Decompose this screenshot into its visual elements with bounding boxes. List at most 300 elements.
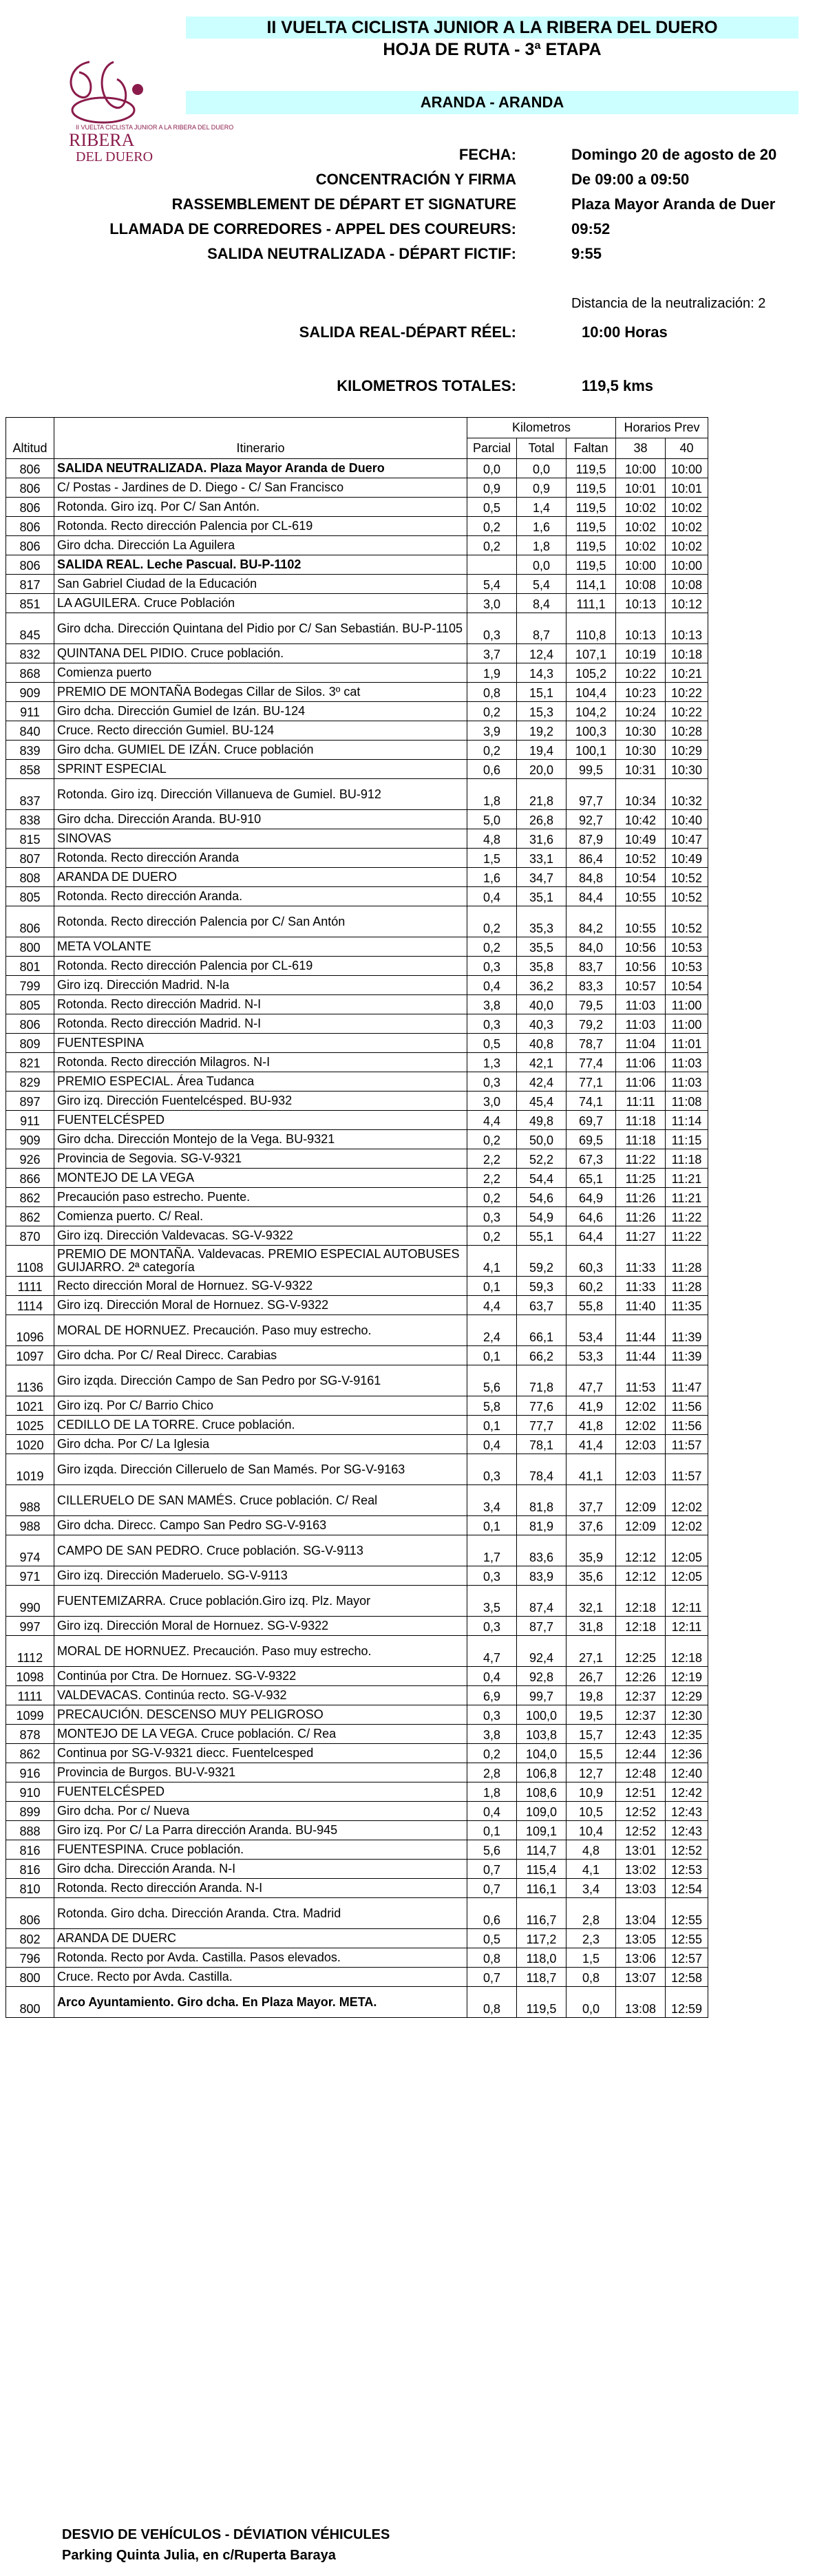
h38-cell: 10:22	[616, 663, 666, 683]
altitud-cell: 909	[6, 1130, 54, 1149]
itinerario-cell: Giro izqda. Dirección Cilleruelo de San Mamés. Por SG-V-9163	[54, 1454, 467, 1485]
itinerario-cell: Rotonda. Recto dirección Aranda.	[54, 887, 467, 906]
parcial-cell: 0,2	[467, 741, 517, 760]
table-row	[6, 1782, 708, 1802]
h38-cell: 12:52	[616, 1821, 666, 1840]
itinerario-cell: Rotonda. Recto dirección Madrid. N-I	[54, 1014, 467, 1034]
faltan-cell: 79,5	[566, 995, 616, 1014]
altitud-cell: 1020	[6, 1435, 54, 1454]
faltan-cell: 107,1	[566, 644, 616, 663]
altitud-cell: 1112	[6, 1636, 54, 1667]
total-cell: 119,5	[517, 1987, 566, 2018]
total-cell: 36,2	[517, 976, 566, 995]
h38-cell: 12:26	[616, 1667, 666, 1686]
table-row	[6, 1686, 708, 1705]
h40-cell: 12:42	[666, 1782, 708, 1802]
itinerario-cell: SPRINT ESPECIAL	[54, 760, 467, 779]
total-cell: 81,8	[517, 1485, 566, 1516]
itinerario-cell: Giro izq. Dirección Maderuelo. SG-V-9113	[54, 1566, 467, 1586]
total-cell: 118,0	[517, 1948, 566, 1968]
table-row	[6, 868, 708, 887]
table-row	[6, 1014, 708, 1034]
h40-cell: 12:53	[666, 1860, 708, 1879]
h40-cell: 11:14	[666, 1111, 708, 1130]
parcial-cell: 0,8	[467, 683, 517, 702]
itinerario-cell: SALIDA REAL. Leche Pascual. BU-P-1102	[54, 555, 467, 575]
h38-cell: 13:07	[616, 1968, 666, 1987]
faltan-cell: 100,3	[566, 721, 616, 741]
altitud-cell: 926	[6, 1149, 54, 1169]
logo-small-text: II VUELTA CICLISTA JUNIOR A LA RIBERA DEL DUERO	[76, 124, 234, 131]
table-row	[6, 779, 708, 810]
itinerario-cell: Giro izq. Dirección Madrid. N-la	[54, 976, 467, 995]
altitud-cell: 840	[6, 721, 54, 741]
parcial-cell: 2,2	[467, 1169, 517, 1188]
total-cell: 77,6	[517, 1396, 566, 1416]
h40-cell: 12:02	[666, 1516, 708, 1535]
total-cell: 83,9	[517, 1566, 566, 1586]
faltan-cell: 2,3	[566, 1929, 616, 1948]
total-cell: 78,1	[517, 1435, 566, 1454]
faltan-cell: 19,8	[566, 1686, 616, 1705]
distancia-neutralizacion: Distancia de la neutralización: 2	[571, 296, 766, 311]
parcial-cell: 0,4	[467, 976, 517, 995]
altitud-cell: 809	[6, 1034, 54, 1053]
h38-cell: 10:19	[616, 644, 666, 663]
itinerario-cell: PREMIO DE MONTAÑA. Valdevacas. PREMIO ESPECIAL AUTOBUSES GUIJARRO. 2ª categoría	[54, 1246, 467, 1277]
faltan-cell: 55,8	[566, 1296, 616, 1315]
total-cell: 99,7	[517, 1686, 566, 1705]
total-cell: 63,7	[517, 1296, 566, 1315]
total-cell: 54,9	[517, 1207, 566, 1226]
h38-cell: 11:03	[616, 1014, 666, 1034]
faltan-cell: 69,7	[566, 1111, 616, 1130]
total-cell: 77,7	[517, 1416, 566, 1435]
parcial-cell: 3,0	[467, 594, 517, 613]
h40-header: 40	[666, 438, 708, 459]
table-row	[6, 536, 708, 555]
parcial-cell: 0,2	[467, 536, 517, 555]
h38-cell: 10:42	[616, 810, 666, 829]
faltan-cell: 104,2	[566, 702, 616, 721]
h40-cell: 10:01	[666, 478, 708, 498]
faltan-cell: 0,0	[566, 1987, 616, 2018]
table-row	[6, 1987, 708, 2018]
faltan-cell: 100,1	[566, 741, 616, 760]
h38-cell: 12:03	[616, 1435, 666, 1454]
faltan-cell: 41,1	[566, 1454, 616, 1485]
h38-cell: 13:04	[616, 1898, 666, 1929]
altitud-cell: 810	[6, 1879, 54, 1898]
h40-cell: 10:28	[666, 721, 708, 741]
faltan-header: Faltan	[566, 438, 616, 459]
h40-cell: 10:29	[666, 741, 708, 760]
table-row	[6, 1346, 708, 1365]
parcial-cell: 0,3	[467, 1566, 517, 1586]
table-row	[6, 1929, 708, 1948]
altitud-cell: 837	[6, 779, 54, 810]
faltan-cell: 74,1	[566, 1092, 616, 1111]
parcial-cell: 0,1	[467, 1516, 517, 1535]
table-row	[6, 555, 708, 575]
itinerario-cell: META VOLANTE	[54, 937, 467, 957]
h38-cell: 12:37	[616, 1686, 666, 1705]
total-cell: 45,4	[517, 1092, 566, 1111]
altitud-cell: 815	[6, 829, 54, 849]
parcial-cell: 5,8	[467, 1396, 517, 1416]
faltan-cell: 86,4	[566, 849, 616, 868]
altitud-cell: 800	[6, 1987, 54, 2018]
h38-cell: 11:44	[616, 1346, 666, 1365]
parcial-cell: 0,2	[467, 1130, 517, 1149]
salida-real-label: SALIDA REAL-DÉPART RÉEL:	[299, 323, 516, 341]
altitud-cell: 817	[6, 575, 54, 594]
altitud-cell: 911	[6, 702, 54, 721]
h40-cell: 12:40	[666, 1763, 708, 1782]
h38-cell: 10:57	[616, 976, 666, 995]
altitud-cell: 1025	[6, 1416, 54, 1435]
parcial-cell: 1,9	[467, 663, 517, 683]
itinerario-cell: Rotonda. Giro izq. Por C/ San Antón.	[54, 498, 467, 517]
route-table-body	[6, 459, 708, 2018]
h38-cell: 12:02	[616, 1396, 666, 1416]
faltan-cell: 15,5	[566, 1744, 616, 1763]
h40-cell: 12:54	[666, 1879, 708, 1898]
total-cell: 103,8	[517, 1725, 566, 1744]
itinerario-cell: ARANDA DE DUERC	[54, 1929, 467, 1948]
faltan-cell: 105,2	[566, 663, 616, 683]
table-group-header	[6, 418, 708, 438]
table-row	[6, 1566, 708, 1586]
h40-cell: 10:02	[666, 536, 708, 555]
h38-cell: 10:34	[616, 779, 666, 810]
faltan-cell: 10,9	[566, 1782, 616, 1802]
h38-cell: 13:03	[616, 1879, 666, 1898]
table-row	[6, 976, 708, 995]
parcial-cell: 0,7	[467, 1968, 517, 1987]
h38-cell: 12:52	[616, 1802, 666, 1821]
total-cell: 20,0	[517, 760, 566, 779]
total-cell: 40,0	[517, 995, 566, 1014]
table-row	[6, 741, 708, 760]
h38-cell: 12:09	[616, 1485, 666, 1516]
h40-cell: 12:11	[666, 1586, 708, 1617]
h38-cell: 11:27	[616, 1226, 666, 1246]
h40-cell: 12:05	[666, 1535, 708, 1566]
total-cell: 59,2	[517, 1246, 566, 1277]
h38-cell: 12:51	[616, 1782, 666, 1802]
itinerario-cell: SALIDA NEUTRALIZADA. Plaza Mayor Aranda de Duero	[54, 459, 467, 478]
altitud-cell: 1098	[6, 1667, 54, 1686]
total-cell: 87,4	[517, 1586, 566, 1617]
altitud-cell: 899	[6, 1802, 54, 1821]
altitud-cell: 821	[6, 1053, 54, 1072]
itinerario-cell: MONTEJO DE LA VEGA	[54, 1169, 467, 1188]
table-row	[6, 1226, 708, 1246]
h40-cell: 10:30	[666, 760, 708, 779]
faltan-cell: 67,3	[566, 1149, 616, 1169]
table-row	[6, 1365, 708, 1396]
h38-header: 38	[616, 438, 666, 459]
h40-cell: 10:52	[666, 887, 708, 906]
parcial-cell: 0,5	[467, 1034, 517, 1053]
faltan-cell: 119,5	[566, 555, 616, 575]
altitud-cell: 801	[6, 957, 54, 976]
h38-cell: 10:56	[616, 937, 666, 957]
itinerario-cell: Giro izq. Dirección Moral de Hornuez. SG-V-9322	[54, 1617, 467, 1636]
h40-cell: 10:32	[666, 779, 708, 810]
concentracion-value: De 09:00 a 09:50	[571, 171, 690, 188]
faltan-cell: 2,8	[566, 1898, 616, 1929]
faltan-cell: 35,6	[566, 1566, 616, 1586]
itinerario-cell: LA AGUILERA. Cruce Población	[54, 594, 467, 613]
faltan-cell: 84,2	[566, 906, 616, 937]
altitud-cell: 1114	[6, 1296, 54, 1315]
parcial-cell: 0,2	[467, 517, 517, 536]
faltan-cell: 64,9	[566, 1188, 616, 1207]
itinerario-cell: FUENTESPINA	[54, 1034, 467, 1053]
h40-cell: 11:03	[666, 1072, 708, 1092]
total-header: Total	[517, 438, 566, 459]
itinerario-cell: Giro izq. Dirección Valdevacas. SG-V-9322	[54, 1226, 467, 1246]
itinerario-cell: FUENTELCÉSPED	[54, 1111, 467, 1130]
total-cell: 19,4	[517, 741, 566, 760]
total-cell: 31,6	[517, 829, 566, 849]
h40-cell: 11:15	[666, 1130, 708, 1149]
faltan-cell: 83,7	[566, 957, 616, 976]
faltan-cell: 64,4	[566, 1226, 616, 1246]
parcial-cell: 4,1	[467, 1246, 517, 1277]
h40-cell: 10:02	[666, 498, 708, 517]
total-cell: 106,8	[517, 1763, 566, 1782]
parcial-cell	[467, 555, 517, 575]
itinerario-cell: Giro dcha. Dirección Montejo de la Vega. BU-9321	[54, 1130, 467, 1149]
h40-cell: 12:35	[666, 1725, 708, 1744]
h38-cell: 10:00	[616, 459, 666, 478]
h38-cell: 10:13	[616, 594, 666, 613]
h40-cell: 11:56	[666, 1396, 708, 1416]
total-cell: 1,8	[517, 536, 566, 555]
altitud-cell: 911	[6, 1111, 54, 1130]
itinerario-cell: Rotonda. Recto dirección Palencia por CL-619	[54, 957, 467, 976]
parcial-cell: 4,7	[467, 1636, 517, 1667]
itinerario-cell: CILLERUELO DE SAN MAMÉS. Cruce población. C/ Real	[54, 1485, 467, 1516]
h40-cell: 10:52	[666, 868, 708, 887]
h38-cell: 10:13	[616, 613, 666, 644]
altitud-cell: 1099	[6, 1705, 54, 1725]
total-cell: 35,8	[517, 957, 566, 976]
itinerario-cell: Giro dcha. Dirección Aranda. N-I	[54, 1860, 467, 1879]
altitud-cell: 832	[6, 644, 54, 663]
h38-cell: 10:24	[616, 702, 666, 721]
h40-cell: 11:21	[666, 1188, 708, 1207]
table-row	[6, 575, 708, 594]
table-row	[6, 1485, 708, 1516]
parking-info: Parking Quinta Julia, en c/Ruperta Baraya	[62, 2548, 336, 2563]
total-cell: 15,1	[517, 683, 566, 702]
h38-cell: 12:18	[616, 1617, 666, 1636]
total-cell: 34,7	[517, 868, 566, 887]
faltan-cell: 4,8	[566, 1840, 616, 1860]
h38-cell: 12:03	[616, 1454, 666, 1485]
itinerario-cell: MORAL DE HORNUEZ. Precaución. Paso muy estrecho.	[54, 1315, 467, 1346]
altitud-cell: 796	[6, 1948, 54, 1968]
itinerario-cell: Cruce. Recto por Avda. Castilla.	[54, 1968, 467, 1987]
table-row	[6, 1802, 708, 1821]
table-row	[6, 1898, 708, 1929]
total-cell: 55,1	[517, 1226, 566, 1246]
table-row	[6, 702, 708, 721]
itinerario-cell: Arco Ayuntamiento. Giro dcha. En Plaza Mayor. META.	[54, 1987, 467, 2018]
h40-cell: 10:40	[666, 810, 708, 829]
h38-cell: 10:55	[616, 887, 666, 906]
itinerario-header: Itinerario	[54, 438, 467, 459]
h38-cell: 13:06	[616, 1948, 666, 1968]
parcial-cell: 0,2	[467, 702, 517, 721]
h38-cell: 12:18	[616, 1586, 666, 1617]
h38-cell: 13:01	[616, 1840, 666, 1860]
total-cell: 19,2	[517, 721, 566, 741]
table-row	[6, 644, 708, 663]
altitud-cell: 997	[6, 1617, 54, 1636]
parcial-cell: 2,8	[467, 1763, 517, 1782]
faltan-cell: 41,4	[566, 1435, 616, 1454]
h40-cell: 12:43	[666, 1821, 708, 1840]
total-cell: 40,3	[517, 1014, 566, 1034]
total-cell: 54,4	[517, 1169, 566, 1188]
faltan-cell: 31,8	[566, 1617, 616, 1636]
parcial-cell: 0,1	[467, 1277, 517, 1296]
h40-cell: 10:53	[666, 957, 708, 976]
table-row	[6, 1296, 708, 1315]
faltan-cell: 35,9	[566, 1535, 616, 1566]
parcial-cell: 1,6	[467, 868, 517, 887]
parcial-cell: 0,4	[467, 1667, 517, 1686]
table-row	[6, 1072, 708, 1092]
h38-cell: 10:30	[616, 741, 666, 760]
h38-cell: 12:44	[616, 1744, 666, 1763]
faltan-cell: 77,4	[566, 1053, 616, 1072]
total-cell: 35,1	[517, 887, 566, 906]
h38-cell: 11:18	[616, 1130, 666, 1149]
h38-cell: 10:02	[616, 517, 666, 536]
parcial-cell: 4,4	[467, 1111, 517, 1130]
h40-cell: 11:57	[666, 1454, 708, 1485]
h40-cell: 12:36	[666, 1744, 708, 1763]
parcial-cell: 5,4	[467, 575, 517, 594]
altitud-cell: 988	[6, 1485, 54, 1516]
altitud-cell: 799	[6, 976, 54, 995]
h38-cell: 11:06	[616, 1072, 666, 1092]
h38-cell: 12:02	[616, 1416, 666, 1435]
itinerario-cell: Precaución paso estrecho. Puente.	[54, 1188, 467, 1207]
itinerario-cell: MONTEJO DE LA VEGA. Cruce población. C/ Rea	[54, 1725, 467, 1744]
altitud-cell: 805	[6, 887, 54, 906]
itinerario-cell: Continúa por Ctra. De Hornuez. SG-V-9322	[54, 1667, 467, 1686]
total-cell: 35,3	[517, 906, 566, 937]
altitud-cell: 974	[6, 1535, 54, 1566]
altitud-cell: 858	[6, 760, 54, 779]
itinerario-cell: Giro dcha. GUMIEL DE IZÁN. Cruce población	[54, 741, 467, 760]
total-cell: 50,0	[517, 1130, 566, 1149]
total-cell: 115,4	[517, 1860, 566, 1879]
faltan-cell: 10,5	[566, 1802, 616, 1821]
altitud-cell: 868	[6, 663, 54, 683]
altitud-cell: 851	[6, 594, 54, 613]
h38-cell: 12:48	[616, 1763, 666, 1782]
altitud-cell: 897	[6, 1092, 54, 1111]
h38-cell: 12:37	[616, 1705, 666, 1725]
faltan-cell: 119,5	[566, 498, 616, 517]
table-row	[6, 663, 708, 683]
h40-cell: 11:08	[666, 1092, 708, 1111]
table-row	[6, 1034, 708, 1053]
table-row	[6, 683, 708, 702]
h40-cell: 12:29	[666, 1686, 708, 1705]
h40-cell: 11:01	[666, 1034, 708, 1053]
parcial-cell: 0,3	[467, 957, 517, 976]
table-row	[6, 829, 708, 849]
faltan-cell: 77,1	[566, 1072, 616, 1092]
itinerario-cell: Giro izq. Por C/ Barrio Chico	[54, 1396, 467, 1416]
parcial-cell: 0,7	[467, 1860, 517, 1879]
race-title: II VUELTA CICLISTA JUNIOR A LA RIBERA DEL DUERO	[186, 17, 798, 39]
h40-cell: 12:52	[666, 1840, 708, 1860]
faltan-cell: 27,1	[566, 1636, 616, 1667]
h40-cell: 11:39	[666, 1315, 708, 1346]
h40-cell: 11:00	[666, 1014, 708, 1034]
table-row	[6, 1586, 708, 1617]
table-row	[6, 957, 708, 976]
h38-cell: 10:23	[616, 683, 666, 702]
table-row	[6, 517, 708, 536]
itinerario-cell: MORAL DE HORNUEZ. Precaución. Paso muy estrecho.	[54, 1636, 467, 1667]
itinerario-cell: FUENTEMIZARRA. Cruce población.Giro izq. Plz. Mayor	[54, 1586, 467, 1617]
altitud-cell: 808	[6, 868, 54, 887]
itinerario-cell: Comienza puerto	[54, 663, 467, 683]
total-cell: 0,9	[517, 478, 566, 498]
h40-cell: 12:55	[666, 1898, 708, 1929]
parcial-cell: 0,6	[467, 760, 517, 779]
faltan-cell: 99,5	[566, 760, 616, 779]
total-cell: 100,0	[517, 1705, 566, 1725]
table-row	[6, 1840, 708, 1860]
faltan-cell: 53,4	[566, 1315, 616, 1346]
itinerario-cell: PREMIO DE MONTAÑA Bodegas Cillar de Silos. 3º cat	[54, 683, 467, 702]
total-cell: 87,7	[517, 1617, 566, 1636]
faltan-cell: 78,7	[566, 1034, 616, 1053]
km-totales-value: 119,5 kms	[582, 377, 653, 394]
itinerario-cell: San Gabriel Ciudad de la Educación	[54, 575, 467, 594]
parcial-cell: 0,3	[467, 1207, 517, 1226]
faltan-cell: 84,0	[566, 937, 616, 957]
table-row	[6, 1315, 708, 1346]
faltan-cell: 92,7	[566, 810, 616, 829]
h40-cell: 12:55	[666, 1929, 708, 1948]
altitud-cell: 916	[6, 1763, 54, 1782]
altitud-cell: 1096	[6, 1315, 54, 1346]
parcial-cell: 0,9	[467, 478, 517, 498]
h40-cell: 11:22	[666, 1226, 708, 1246]
table-row	[6, 1053, 708, 1072]
total-cell: 49,8	[517, 1111, 566, 1130]
faltan-cell: 26,7	[566, 1667, 616, 1686]
h40-cell: 10:47	[666, 829, 708, 849]
altitud-cell: 806	[6, 517, 54, 536]
faltan-cell: 32,1	[566, 1586, 616, 1617]
faltan-cell: 64,6	[566, 1207, 616, 1226]
altitud-cell: 862	[6, 1207, 54, 1226]
